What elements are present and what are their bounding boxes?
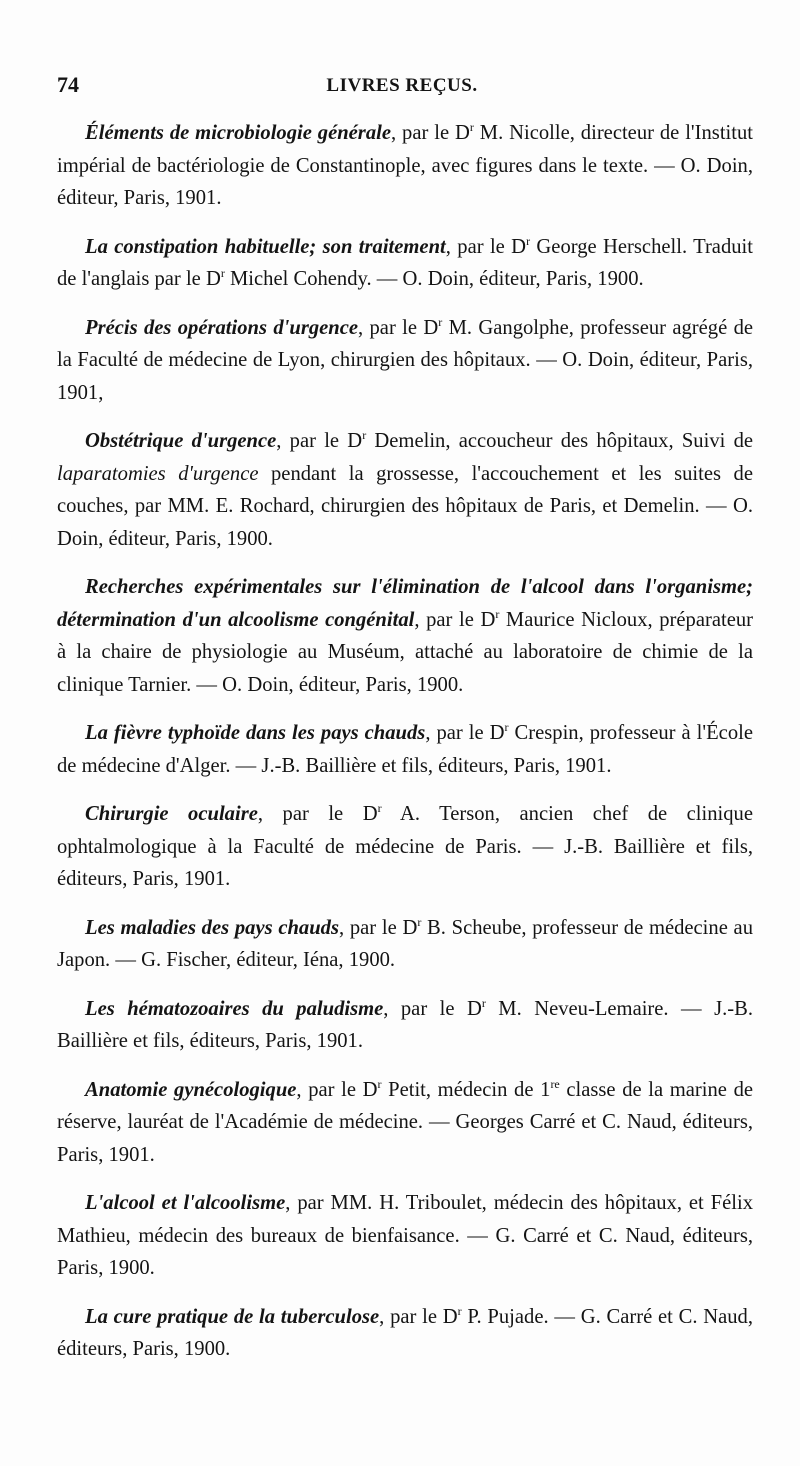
book-title: La fièvre typhoïde dans les pays chauds (85, 722, 426, 744)
entry-text: Demelin, accoucheur des hôpitaux, Suivi de (366, 430, 754, 452)
superscript: r (377, 801, 382, 816)
entry-text: M. Nicolle, directeur de l'Institut impérial de bactériologie de Constantinople, avec figures dans le texte. — O. Doin, éditeur, Paris, 1901. (57, 122, 754, 209)
book-subtitle: laparatomies d'urgence (57, 462, 259, 485)
book-title: Recherches expérimentales sur l'élimination de l'alcool dans l'organisme; détermination d'un alcoolisme congénital (57, 576, 753, 631)
entry-text: A. Terson, ancien chef de clinique ophtalmologique à la Faculté de médecine de Paris. — J.-B. Baillière et fils, éditeurs, Paris, 1901. (57, 803, 753, 890)
entry-text: , par MM. H. Triboulet, médecin des hôpitaux, et Félix Mathieu, médecin des bureaux de bienfaisance. — G. Carré et C. Naud, éditeurs, Paris, 1900. (57, 1192, 753, 1279)
page-header (57, 72, 747, 106)
superscript: r (362, 428, 367, 443)
superscript: r (469, 120, 474, 135)
superscript: r (495, 606, 500, 621)
book-entry-2 (57, 231, 753, 296)
entry-text: , par le D (276, 430, 363, 452)
superscript: r (438, 314, 443, 329)
entry-text: , par le D (445, 235, 527, 258)
book-entry-8 (57, 912, 753, 977)
book-title: Obstétrique d'urgence (85, 430, 277, 452)
book-title: Précis des opérations d'urgence (85, 316, 359, 339)
book-title: L'alcool et l'alcoolisme (85, 1192, 286, 1214)
book-title: La constipation habituelle; son traitement (85, 235, 446, 258)
book-entry-6 (57, 717, 753, 782)
book-entry-3 (57, 312, 753, 410)
entry-text: , par le D (296, 1078, 378, 1101)
entry-text: classe de la marine de réserve, lauréat de l'Académie de médecine. — Georges Carré et C. Naud, éditeurs, Paris, 1901. (57, 1078, 754, 1166)
entry-text: B. Scheube, professeur de médecine au Japon. — G. Fischer, éditeur, Iéna, 1900. (57, 916, 753, 971)
running-head: LIVRES REÇUS. (326, 75, 478, 96)
book-title: La cure pratique de la tuberculose (85, 1305, 380, 1328)
entry-text: , par le D (425, 722, 505, 744)
superscript: r (377, 1076, 382, 1091)
book-entry-11 (57, 1187, 753, 1285)
entry-text: Maurice Nicloux, préparateur à la chaire de physiologie au Muséum, attaché au laboratoire de chimie de la clinique Tarnier. — O. Doin, éditeur, Paris, 1900. (57, 608, 753, 696)
superscript: r (417, 914, 422, 929)
entry-text: pendant la grossesse, l'accouchement et les suites de couches, par MM. E. Rochard, chirurgien des hôpitaux de Paris, et Demelin. — O. Doin, éditeur, Paris, 1900. (57, 462, 753, 550)
entry-text: Petit, médecin de 1 (381, 1078, 551, 1101)
superscript: re (550, 1076, 560, 1091)
entry-text: , par le D (358, 316, 439, 339)
entry-text: , par le D (257, 803, 378, 825)
book-title: Anatomie gynécologique (85, 1078, 297, 1101)
entry-text: , par le D (338, 916, 418, 939)
book-title: Les maladies des pays chauds (85, 916, 339, 939)
book-entry-12 (57, 1301, 753, 1366)
book-title: Chirurgie oculaire (85, 803, 258, 825)
book-title: Éléments de microbiologie générale (85, 122, 391, 144)
entry-text: , par le D (379, 1305, 458, 1328)
entry-text: M. Neveu-Lemaire. — J.-B. Baillière et fils, éditeurs, Paris, 1901. (57, 997, 754, 1052)
entry-text: M. Gangolphe, professeur agrégé de la Faculté de médecine de Lyon, chirurgien des hôpitaux. — O. Doin, éditeur, Paris, 1901, (57, 316, 754, 404)
book-entry-7 (57, 798, 753, 896)
book-list (57, 117, 753, 1382)
book-entry-1 (57, 117, 753, 215)
book-entry-9 (57, 993, 753, 1058)
book-entry-4 (57, 425, 753, 555)
book-entry-5 (57, 571, 753, 701)
book-entry-10 (57, 1074, 753, 1172)
entry-text: , par le D (383, 997, 482, 1020)
superscript: r (220, 266, 225, 281)
entry-text: Michel Cohendy. — O. Doin, éditeur, Paris, 1900. (224, 268, 644, 290)
superscript: r (526, 233, 531, 248)
entry-text: , par le D (390, 122, 470, 144)
superscript: r (504, 720, 509, 735)
entry-text: George Herschell. Traduit de l'anglais par le D (57, 235, 753, 290)
superscript: r (481, 995, 486, 1010)
page-number: 74 (57, 72, 79, 97)
entry-text: P. Pujade. — G. Carré et C. Naud, éditeurs, Paris, 1900. (57, 1305, 753, 1360)
book-title: Les hématozoaires du paludisme (85, 997, 384, 1020)
entry-text: , par le D (414, 608, 496, 631)
entry-text: Crespin, professeur à l'École de médecine d'Alger. — J.-B. Baillière et fils, éditeurs, Paris, 1901. (57, 722, 753, 777)
superscript: r (457, 1303, 462, 1318)
